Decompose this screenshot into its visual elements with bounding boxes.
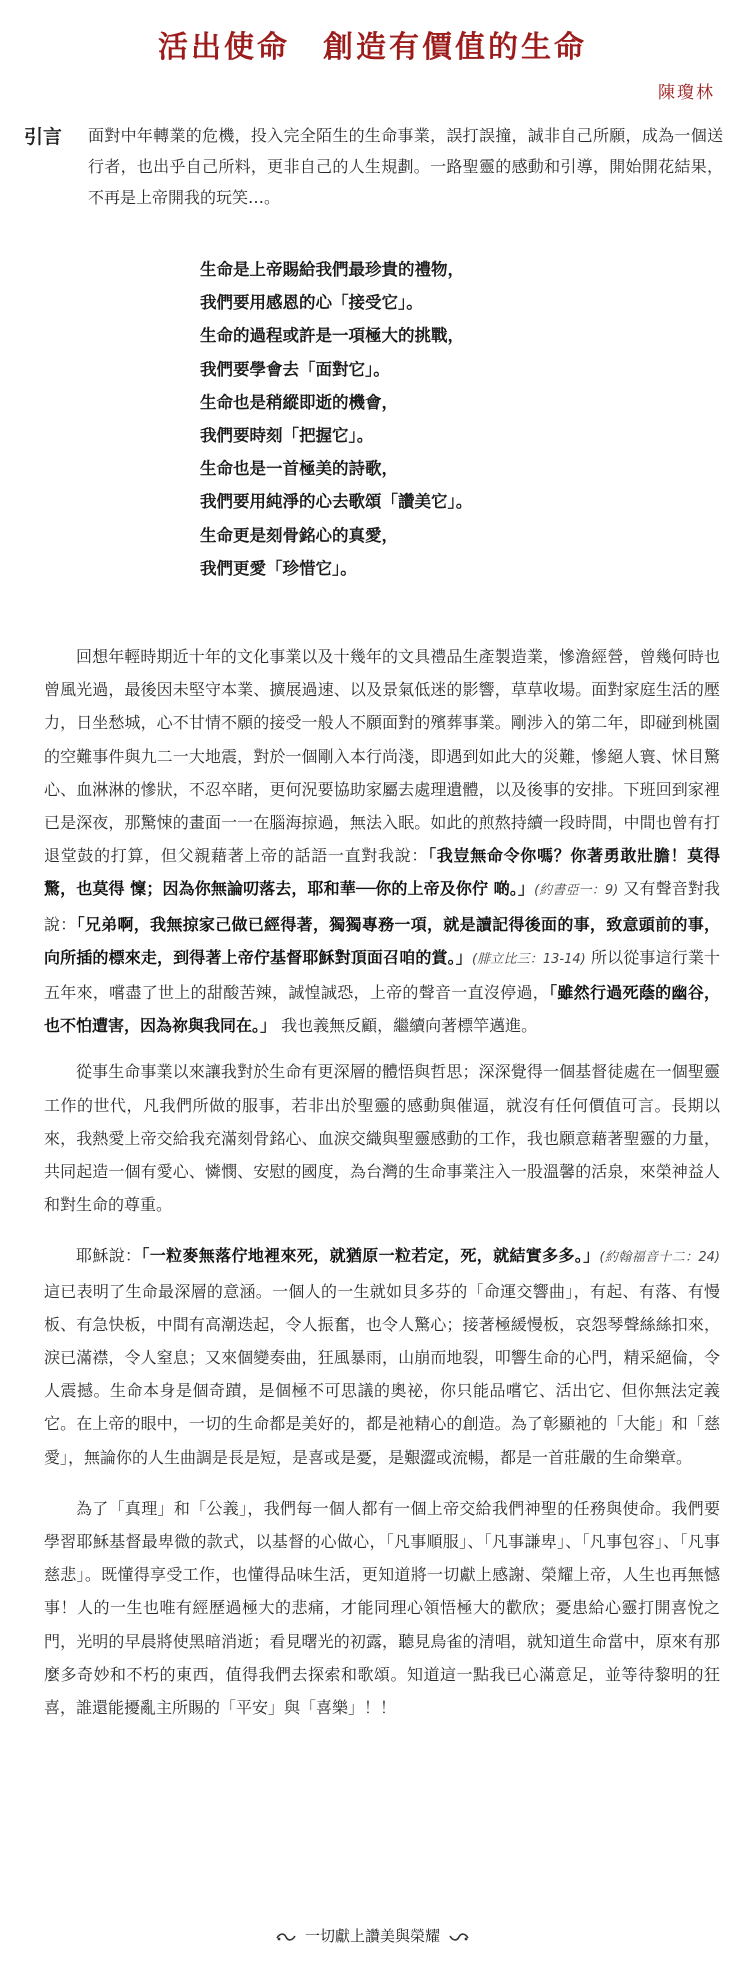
- text-segment: 所以從事這行業十五年來，嚐盡了世上的甜酸苦辣，誠惶誠恐，上帝的聲音一直沒停過，: [44, 947, 720, 1003]
- article-body: [44, 640, 720, 1724]
- scripture-reference: (約書亞一：9): [534, 883, 619, 899]
- scripture-reference: (約翰福音十二：24): [599, 1250, 720, 1266]
- paragraph-1: [44, 640, 720, 1042]
- text-segment: 這已表明了生命最深層的意涵。一個人的一生就如貝多芬的「命運交響曲」，有起、有落、有慢板、有急快板，中間有高潮迭起，令人振奮，也令人驚心；接著極緩慢板，哀怨琴聲絲絲扣來，淚已滿襟，令人窒息；又來個變奏曲，狂風暴雨，山崩而地裂，叩響生命的心門，精采絕倫，令人震撼。生命本身是個奇蹟，是個極不可思議的奧祕，你只能品嚐它、活出它、但你無法定義它。在上帝的眼中，一切的生命都是美好的，都是祂精心的創造。為了彰顯祂的「大能」和「慈愛」，無論你的人生曲調是長是短，是喜或是憂，是艱澀或流暢，都是一首莊嚴的生命樂章。: [44, 1281, 720, 1467]
- poem-line: 我們要用感恩的心「接受它」。: [200, 293, 423, 313]
- poem-line: 我們要用純淨的心去歌頌「讚美它」。: [200, 492, 473, 512]
- text-segment: 我也義無反顧，繼續向著標竿邁進。: [276, 1016, 538, 1036]
- paragraph-3: [44, 1239, 720, 1473]
- text-segment: 回想年輕時期近十年的文化事業以及十幾年的文具禮品生產製造業，慘澹經營，曾幾何時也曾風光過，最後因未堅守本業、擴展過速、以及景氣低迷的影響，草草收場。面對家庭生活的壓力，日坐愁城，心不甘情不願的接受一般人不願面對的殯葬事業。剛涉入的第二年，即碰到桃園的空難事件與九二一大地震，對於一個剛入本行尚淺，即遇到如此大的災難，慘絕人寰、怵目驚心、血淋淋的慘狀，不忍卒睹，更何況要協助家屬去處理遺體，以及後事的安排。下班回到家裡已是深夜，那驚悚的畫面一一在腦海掠過，無法入眠。如此的煎熬持續一段時間，中間也曾有打退堂鼓的打算，但父親藉著上帝的話語一直對我說：: [44, 647, 720, 866]
- intro-label: 引言: [24, 126, 63, 148]
- page-title: 活出使命 創造有價值的生命: [158, 30, 587, 65]
- text-segment: 又有聲音對我說：: [44, 879, 720, 934]
- poem-line: 我們要學會去「面對它」。: [200, 359, 390, 379]
- poem: [200, 253, 620, 585]
- footer-text: 一切獻上讚美與榮耀: [304, 1927, 440, 1945]
- scripture-quote: 「兄弟啊，我無掠家己做已經得著，獨獨專務一項，就是讀記得後面的事，致意頭前的事，向所插的標來走，到得著上帝佇基督耶穌對頂面召咱的賞。」: [44, 914, 720, 967]
- poem-line: 生命也是一首極美的詩歌，: [200, 459, 398, 479]
- scripture-reference: (腓立比三：13-14): [471, 951, 586, 967]
- poem-line: 我們更愛「珍惜它」。: [200, 558, 357, 578]
- poem-line: 生命的過程或許是一項極大的挑戰，: [200, 326, 464, 346]
- scripture-quote: 「一粒麥無落佇地裡來死，就猶原一粒若定，死，就結實多多。」: [141, 1246, 600, 1266]
- intro-text: 面對中年轉業的危機，投入完全陌生的生命事業，誤打誤撞，誠非自己所願，成為一個送行者，也出乎自己所料，更非自己的人生規劃。一路聖靈的感動和引導，開始開花結果，不再是上帝開我的玩笑…。: [88, 126, 723, 207]
- poem-line: 生命也是稍縱即逝的機會，: [200, 392, 398, 412]
- scripture-quote: 「雖然行過死蔭的幽谷，也不怕遭害，因為祢與我同在。」: [44, 983, 720, 1036]
- ornament-right-icon: [448, 1931, 470, 1943]
- ornament-left-icon: [275, 1931, 297, 1943]
- footer: [0, 1925, 745, 1946]
- poem-line: 我們要時刻「把握它」。: [200, 426, 374, 446]
- text-segment: 耶穌說：: [76, 1246, 142, 1266]
- paragraph-2: 從事生命事業以來讓我對於生命有更深層的體悟與哲思；深深覺得一個基督徒處在一個聖靈工作的世代，凡我們所做的服事，若非出於聖靈的感動與催逼，就沒有任何價值可言。長期以來，我熱愛上帝交給我充滿刻骨銘心、血淚交織與聖靈感動的工作，我也願意藉著聖靈的力量，共同起造一個有愛心、憐憫、安慰的國度，為台灣的生命事業注入一股溫馨的活泉，來榮神益人和對生命的尊重。: [44, 1062, 720, 1215]
- paragraph-4: 為了「真理」和「公義」，我們每一個人都有一個上帝交給我們神聖的任務與使命。我們要學習耶穌基督最卑微的款式，以基督的心做心，「凡事順服」、「凡事謙卑」、「凡事包容」、「凡事慈悲」。既懂得享受工作，也懂得品味生活，更知道將一切獻上感謝、榮耀上帝，人生也再無憾事！人的一生也唯有經歷過極大的悲痛，才能同理心領悟極大的歡欣；憂患給心靈打開喜悅之門，光明的早晨將使黑暗消逝；看見曙光的初露，聽見鳥雀的清唱，就知道生命當中，原來有那麼多奇妙和不朽的東西，值得我們去探索和歌頌。知道這一點我已心滿意足，並等待黎明的狂喜，誰還能擾亂主所賜的「平安」與「喜樂」！！: [44, 1498, 720, 1718]
- scripture-quote: 「我豈無命令你嗎？你著勇敢壯膽！莫得驚，也莫得 懍；因為你無論叨落去，耶和華──你的上帝及你佇 啲。」: [44, 846, 720, 899]
- author-name: 陳瓊林: [658, 83, 715, 103]
- poem-line: 生命是上帝賜給我們最珍貴的禮物，: [200, 260, 464, 279]
- poem-line: 生命更是刻骨銘心的真愛，: [200, 525, 398, 545]
